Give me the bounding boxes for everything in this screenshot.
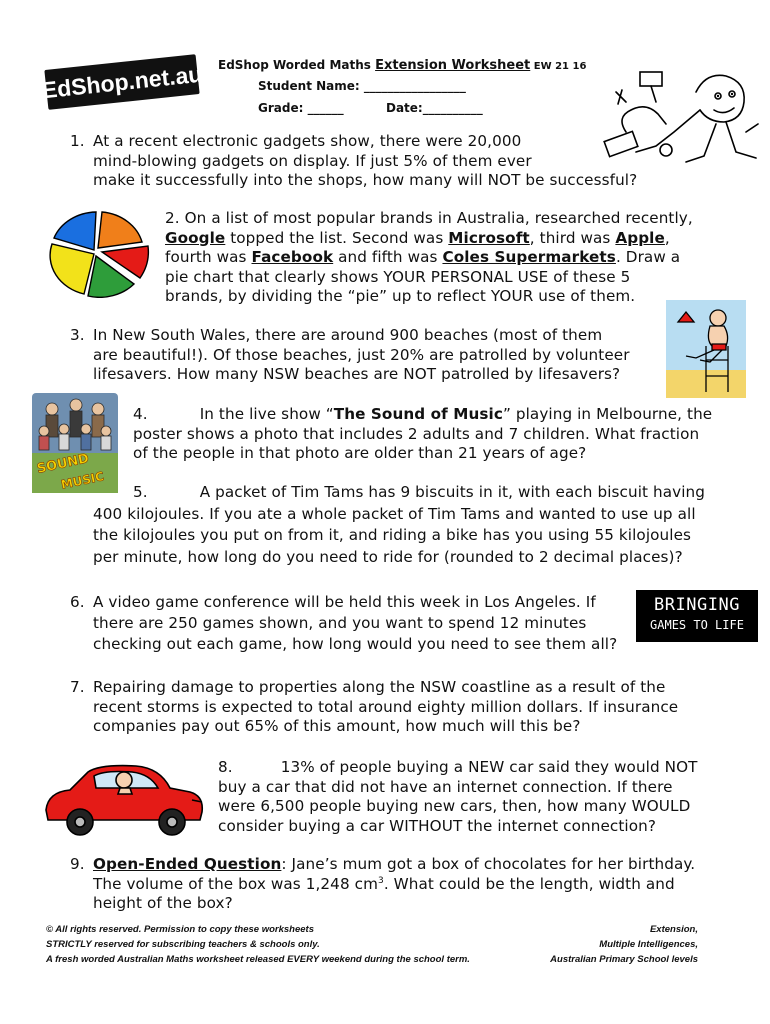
student-name-line: Student Name: _________________ [258, 79, 466, 93]
question-7-text: Repairing damage to properties along the NSW coastline as a result of the recent storms is expected to total around eighty million dollars. If insurance companies pay out 65% of this amount, how much will this be? [93, 678, 679, 735]
question-number: 6. [70, 593, 85, 611]
sound-of-music-poster [32, 393, 118, 493]
question-9 [70, 855, 85, 875]
question-9-text: Open-Ended Question: Jane’s mum got a box of chocolates for her birthday. The volume of the box was 1,248 $cm^3$. What could be the length, width and height of the box? [93, 855, 696, 912]
question-3 [70, 326, 85, 346]
brand-microsoft: Microsoft [448, 228, 530, 247]
brand-facebook: Facebook [251, 248, 334, 266]
question-3-text: In New South Wales, there are around 900 beaches (most of them are beautiful!). Of those beaches, just 20% are patrolled by volunteer lifesavers. How many NSW beaches are NOT patrolled by lifesavers? [93, 326, 630, 383]
banner-line-2: GAMES TO LIFE [650, 618, 744, 632]
edshop-logo [40, 54, 204, 110]
grade-line: Grade: ______ [258, 101, 344, 115]
question-number: 5. [133, 483, 148, 501]
pie-slice-blue [54, 212, 96, 250]
release-line: A fresh worded Australian Maths worksheet released EVERY weekend during the school term. [46, 954, 470, 965]
brand-coles: Coles Supermarkets [442, 248, 616, 266]
worksheet-title: EdShop Worded Maths Extension Worksheet EW 21 16 [218, 58, 587, 73]
level-line-3: Australian Primary School levels [550, 954, 698, 965]
pie-slice-orange [98, 212, 142, 248]
question-2-text: 2. On a list of most popular brands in Australia, researched recently, Google topped the list. Second was Microsoft, third was Apple, fourth was Facebook and fifth was Coles Supermarkets. Draw a pie chart that clearly shows YOUR PERSONAL USE of these 5 brands, by dividing the “pie” up to reflect YOUR use of them. [165, 209, 693, 305]
copyright-line: © All rights reserved. Permission to copy these worksheets [46, 924, 314, 935]
question-4-text: 4. In the live show “The Sound of Music” playing in Melbourne, the poster shows a photo that includes 2 adults and 7 children. What fraction of the people in that photo are older than 21 years of age? [133, 405, 713, 462]
pie-chart-illustration [44, 206, 154, 298]
question-1 [70, 132, 85, 152]
brand-apple: Apple [615, 228, 665, 247]
logo-text: EdShop.net.au [40, 60, 204, 103]
title-main: Extension Worksheet [375, 58, 531, 73]
level-line-1: Extension, [649, 924, 698, 935]
level-line-2: Multiple Intelligences, [599, 939, 698, 950]
footer-right [550, 922, 698, 967]
cubic-superscript: 3 [377, 875, 384, 886]
question-number: 9. [70, 855, 85, 873]
poster-word-music: MUSIC [59, 469, 106, 492]
question-number: 4. [133, 405, 148, 423]
date-line: Date:__________ [386, 101, 483, 115]
question-1-text: At a recent electronic gadgets show, there were 20,000 mind-blowing gadgets on display. If just 5% of them ever make it successfully into the shops, how many will NOT be successful? [93, 132, 638, 189]
footer-left [46, 922, 470, 967]
question-number: 3. [70, 326, 85, 344]
question-6-text: A video game conference will be held this week in Los Angeles. If there are 250 games shown, and you want to spend 12 minutes checking out each game, how long would you need to see them all? [93, 593, 618, 653]
open-ended-label: Open-Ended Question [93, 855, 282, 873]
show-title: The Sound of Music [333, 405, 503, 423]
question-6 [70, 592, 85, 613]
question-number: 7. [70, 678, 85, 696]
banner-line-1: BRINGING [654, 595, 740, 615]
question-5-text: 5. A packet of Tim Tams has 9 biscuits in it, with each biscuit having 400 kilojoules. If you ate a whole packet of Tim Tams and wanted to use up all the kilojoules you put on from it, and riding a bike has you using 55 kilojoules per minute, how long do you need to ride for (rounded to 2 decimal places)? [93, 483, 706, 566]
red-car-illustration [40, 758, 208, 840]
lifesaver-illustration [666, 300, 746, 398]
question-8-text: 8. 13% of people buying a NEW car said they would NOT buy a car that did not have an internet connection. If there were 6,500 people buying new cars, then, how many WOULD consider buying a car WITHOUT the internet connection? [218, 758, 698, 835]
poster-word-sound: SOUND [35, 451, 91, 477]
question-7 [70, 678, 85, 698]
brand-google: Google [165, 228, 226, 247]
question-number: 1. [70, 132, 85, 150]
pie-slice-yellow [50, 244, 94, 294]
question-number: 8. [218, 758, 233, 776]
games-banner [636, 590, 758, 642]
permission-line: STRICTLY reserved for subscribing teachers & schools only. [46, 939, 320, 950]
